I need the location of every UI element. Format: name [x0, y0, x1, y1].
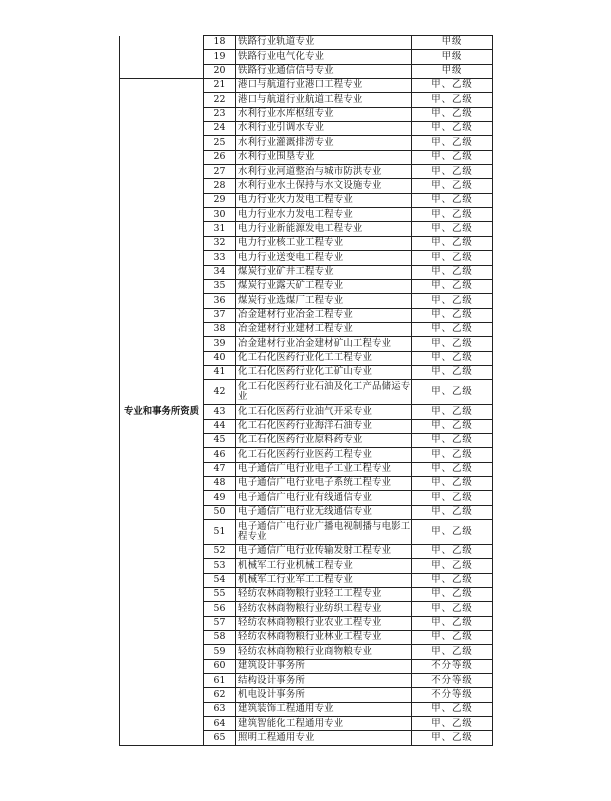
qualification-table-body: [120, 36, 493, 746]
row-number: 55: [204, 588, 236, 602]
qualification-name: 轻纺农林商物粮行业轻工工程专业: [236, 588, 412, 602]
qualification-grade: 不分等级: [412, 688, 493, 702]
qualification-grade: 甲、乙级: [412, 179, 493, 193]
qualification-name: 水利行业围垦专业: [236, 150, 412, 164]
row-number: 34: [204, 265, 236, 279]
qualification-name: 建筑智能化工程通用专业: [236, 717, 412, 731]
qualification-name: 机电设计事务所: [236, 688, 412, 702]
category-cell-continued: [120, 36, 204, 79]
qualification-name: 建筑装饰工程通用专业: [236, 702, 412, 716]
row-number: 50: [204, 505, 236, 519]
qualification-table: [119, 35, 493, 746]
qualification-name: 电子通信广电行业电子工业工程专业: [236, 462, 412, 476]
row-number: 27: [204, 165, 236, 179]
row-number: 57: [204, 616, 236, 630]
qualification-grade: 甲、乙级: [412, 405, 493, 419]
qualification-name: 冶金建材行业冶金建材矿山工程专业: [236, 337, 412, 351]
qualification-name: 煤炭行业矿井工程专业: [236, 265, 412, 279]
row-number: 30: [204, 208, 236, 222]
qualification-name: 建筑设计事务所: [236, 659, 412, 673]
qualification-name: 煤炭行业露天矿工程专业: [236, 279, 412, 293]
qualification-name: 化工石化医药行业化工工程专业: [236, 351, 412, 365]
row-number: 43: [204, 405, 236, 419]
row-number: 56: [204, 602, 236, 616]
qualification-name: 水利行业水库枢纽专业: [236, 107, 412, 121]
qualification-name: 化工石化医药行业油气开采专业: [236, 405, 412, 419]
row-number: 64: [204, 717, 236, 731]
row-number: 60: [204, 659, 236, 673]
row-number: 36: [204, 294, 236, 308]
row-number: 29: [204, 193, 236, 207]
qualification-name: 化工石化医药行业医药工程专业: [236, 448, 412, 462]
qualification-name: 电子通信广电行业广播电视制播与电影工程专业: [236, 520, 412, 545]
row-number: 35: [204, 279, 236, 293]
qualification-grade: 甲、乙级: [412, 462, 493, 476]
row-number: 63: [204, 702, 236, 716]
qualification-grade: 甲、乙级: [412, 279, 493, 293]
row-number: 38: [204, 322, 236, 336]
row-number: 59: [204, 645, 236, 659]
row-number: 26: [204, 150, 236, 164]
row-number: 42: [204, 380, 236, 405]
qualification-grade: 甲、乙级: [412, 702, 493, 716]
row-number: 40: [204, 351, 236, 365]
qualification-name: 港口与航道行业航道工程专业: [236, 93, 412, 107]
qualification-grade: 甲、乙级: [412, 251, 493, 265]
qualification-grade: 甲、乙级: [412, 165, 493, 179]
qualification-grade: 甲、乙级: [412, 322, 493, 336]
qualification-name: 电子通信广电行业有线通信专业: [236, 491, 412, 505]
row-number: 46: [204, 448, 236, 462]
row-number: 61: [204, 674, 236, 688]
qualification-grade: 不分等级: [412, 674, 493, 688]
qualification-name: 结构设计事务所: [236, 674, 412, 688]
qualification-grade: 甲、乙级: [412, 107, 493, 121]
qualification-grade: 甲、乙级: [412, 294, 493, 308]
qualification-name: 港口与航道行业港口工程专业: [236, 79, 412, 93]
row-number: 22: [204, 93, 236, 107]
qualification-grade: 甲、乙级: [412, 193, 493, 207]
qualification-grade: 甲、乙级: [412, 505, 493, 519]
qualification-grade: 甲、乙级: [412, 380, 493, 405]
qualification-grade: 甲、乙级: [412, 433, 493, 447]
qualification-name: 冶金建材行业建材工程专业: [236, 322, 412, 336]
qualification-grade: 甲、乙级: [412, 573, 493, 587]
qualification-name: 冶金建材行业冶金工程专业: [236, 308, 412, 322]
table-row: [120, 79, 493, 93]
row-number: 48: [204, 476, 236, 490]
qualification-grade: 甲、乙级: [412, 208, 493, 222]
qualification-name: 电力行业新能源发电工程专业: [236, 222, 412, 236]
qualification-name: 电力行业火力发电工程专业: [236, 193, 412, 207]
row-number: 25: [204, 136, 236, 150]
qualification-name: 铁路行业通信信号专业: [236, 64, 412, 78]
qualification-name: 铁路行业电气化专业: [236, 50, 412, 64]
qualification-grade: 甲、乙级: [412, 731, 493, 745]
qualification-name: 电力行业水力发电工程专业: [236, 208, 412, 222]
qualification-grade: 甲、乙级: [412, 337, 493, 351]
qualification-name: 化工石化医药行业化工矿山专业: [236, 365, 412, 379]
row-number: 21: [204, 79, 236, 93]
qualification-name: 水利行业水土保持与水文设施专业: [236, 179, 412, 193]
qualification-grade: 甲、乙级: [412, 520, 493, 545]
qualification-grade: 甲、乙级: [412, 448, 493, 462]
qualification-grade: 不分等级: [412, 659, 493, 673]
qualification-name: 化工石化医药行业海洋石油专业: [236, 419, 412, 433]
qualification-grade: 甲、乙级: [412, 476, 493, 490]
row-number: 51: [204, 520, 236, 545]
row-number: 39: [204, 337, 236, 351]
qualification-grade: 甲、乙级: [412, 236, 493, 250]
qualification-name: 水利行业河道整治与城市防洪专业: [236, 165, 412, 179]
qualification-name: 轻纺农林商物粮行业商物粮专业: [236, 645, 412, 659]
qualification-name: 轻纺农林商物粮行业林业工程专业: [236, 631, 412, 645]
qualification-name: 水利行业引调水专业: [236, 122, 412, 136]
qualification-grade: 甲、乙级: [412, 150, 493, 164]
qualification-grade: 甲、乙级: [412, 545, 493, 559]
qualification-name: 电力行业核工业工程专业: [236, 236, 412, 250]
qualification-grade: 甲、乙级: [412, 717, 493, 731]
row-number: 41: [204, 365, 236, 379]
qualification-grade: 甲、乙级: [412, 602, 493, 616]
row-number: 52: [204, 545, 236, 559]
row-number: 20: [204, 64, 236, 78]
qualification-grade: 甲级: [412, 50, 493, 64]
row-number: 49: [204, 491, 236, 505]
row-number: 19: [204, 50, 236, 64]
qualification-grade: 甲、乙级: [412, 559, 493, 573]
qualification-name: 铁路行业轨道专业: [236, 36, 412, 50]
qualification-name: 电子通信广电行业传输发射工程专业: [236, 545, 412, 559]
qualification-name: 电子通信广电行业电子系统工程专业: [236, 476, 412, 490]
row-number: 24: [204, 122, 236, 136]
qualification-grade: 甲、乙级: [412, 588, 493, 602]
qualification-grade: 甲级: [412, 36, 493, 50]
qualification-name: 照明工程通用专业: [236, 731, 412, 745]
qualification-grade: 甲、乙级: [412, 419, 493, 433]
qualification-name: 电力行业送变电工程专业: [236, 251, 412, 265]
qualification-name: 机械军工行业机械工程专业: [236, 559, 412, 573]
qualification-name: 电子通信广电行业无线通信专业: [236, 505, 412, 519]
qualification-name: 化工石化医药行业原料药专业: [236, 433, 412, 447]
row-number: 32: [204, 236, 236, 250]
row-number: 23: [204, 107, 236, 121]
row-number: 37: [204, 308, 236, 322]
row-number: 31: [204, 222, 236, 236]
qualification-grade: 甲、乙级: [412, 616, 493, 630]
row-number: 58: [204, 631, 236, 645]
qualification-name: 水利行业灌溉排涝专业: [236, 136, 412, 150]
qualification-name: 机械军工行业军工工程专业: [236, 573, 412, 587]
qualification-name: 化工石化医药行业石油及化工产品储运专业: [236, 380, 412, 405]
qualification-grade: 甲、乙级: [412, 351, 493, 365]
qualification-name: 煤炭行业选煤厂工程专业: [236, 294, 412, 308]
qualification-name: 轻纺农林商物粮行业纺织工程专业: [236, 602, 412, 616]
qualification-grade: 甲、乙级: [412, 79, 493, 93]
row-number: 54: [204, 573, 236, 587]
row-number: 65: [204, 731, 236, 745]
row-number: 62: [204, 688, 236, 702]
row-number: 47: [204, 462, 236, 476]
table-row: [120, 36, 493, 50]
qualification-name: 轻纺农林商物粮行业农业工程专业: [236, 616, 412, 630]
qualification-grade: 甲、乙级: [412, 136, 493, 150]
qualification-grade: 甲、乙级: [412, 491, 493, 505]
row-number: 18: [204, 36, 236, 50]
row-number: 53: [204, 559, 236, 573]
qualification-grade: 甲、乙级: [412, 93, 493, 107]
qualification-grade: 甲、乙级: [412, 122, 493, 136]
row-number: 33: [204, 251, 236, 265]
qualification-grade: 甲级: [412, 64, 493, 78]
qualification-grade: 甲、乙级: [412, 365, 493, 379]
row-number: 45: [204, 433, 236, 447]
qualification-grade: 甲、乙级: [412, 631, 493, 645]
qualification-grade: 甲、乙级: [412, 222, 493, 236]
row-number: 28: [204, 179, 236, 193]
qualification-grade: 甲、乙级: [412, 645, 493, 659]
qualification-grade: 甲、乙级: [412, 265, 493, 279]
row-number: 44: [204, 419, 236, 433]
category-cell: 专业和事务所资质: [120, 79, 204, 746]
qualification-grade: 甲、乙级: [412, 308, 493, 322]
